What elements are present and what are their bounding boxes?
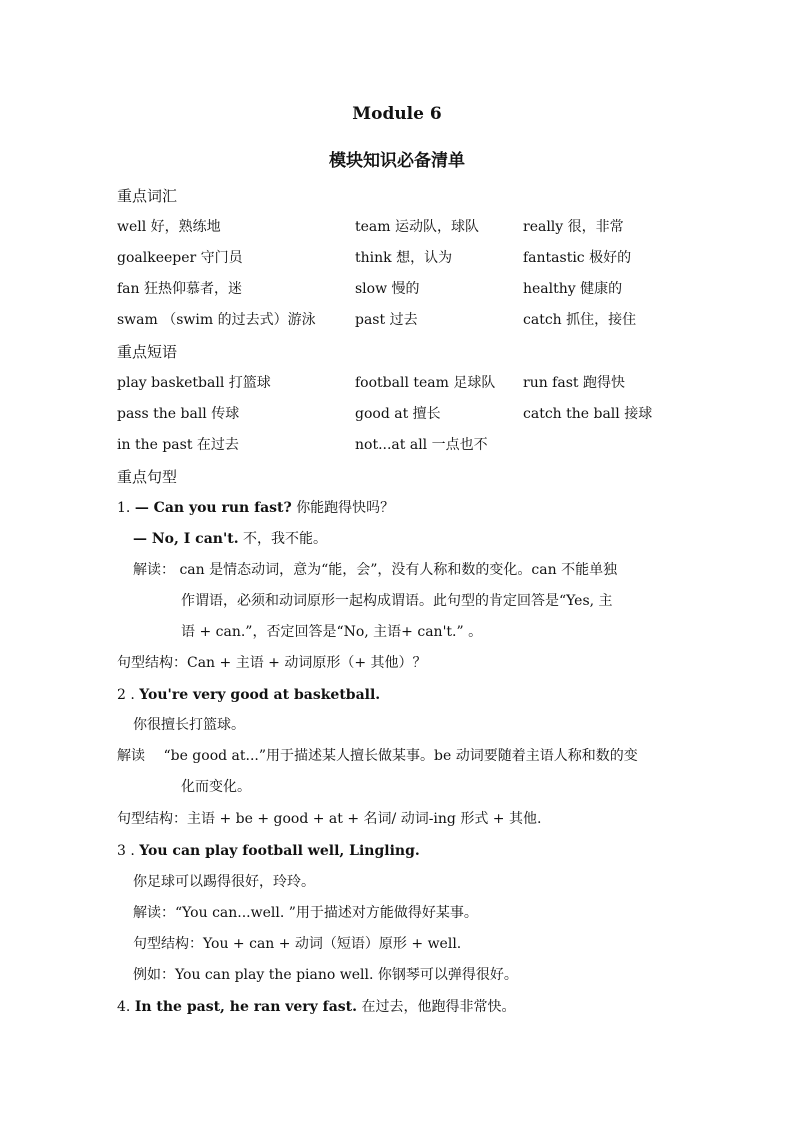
- vocab-item: team 运动队，球队: [355, 219, 479, 235]
- sentence-1-note-line-2: 作谓语，必须和动词原形一起构成谓语。此句型的肯定回答是“Yes, 主: [181, 593, 613, 609]
- vocab-item: fan 狂热仰慕者，迷: [117, 281, 242, 297]
- sentence-chinese: 不，我不能。: [243, 531, 328, 547]
- vocab-heading: 重点词汇: [117, 187, 178, 205]
- vocab-item: think 想，认为: [355, 250, 453, 266]
- vocab-item: goalkeeper 守门员: [117, 250, 243, 266]
- vocab-item: catch 抓住，接住: [523, 312, 637, 328]
- note-text: “be good at...”用于描述某人擅长做某事。be 动词要随着主语人称和数的变: [163, 748, 638, 764]
- sentence-3-structure: 句型结构：You + can + 动词（短语）原形 + well.: [133, 936, 462, 952]
- sentence-heading: 重点句型: [117, 468, 178, 486]
- sentence-1-structure: 句型结构：Can + 主语 + 动词原形（+ 其他）？: [117, 655, 427, 671]
- sentence-1-question: [117, 498, 394, 518]
- vocab-item: swam （swim 的过去式）游泳: [117, 312, 316, 328]
- sentence-4: [117, 997, 515, 1017]
- note-text: can 是情态动词，意为“能，会”，没有人称和数的变化。can 不能单独: [179, 562, 618, 578]
- phrase-item: run fast 跑得快: [523, 375, 625, 391]
- vocab-item: fantastic 极好的: [523, 250, 632, 266]
- sentence-2-structure: 句型结构：主语 + be + good + at + 名词/ 动词-ing 形式 + 其他.: [117, 811, 542, 827]
- sentence-english: In the past, he ran very fast.: [134, 999, 358, 1015]
- sentence-2-note-line-2: 化而变化。: [181, 779, 251, 795]
- sentence-english: — Can you run fast?: [134, 500, 292, 516]
- sentence-number: 2 .: [117, 687, 135, 703]
- phrase-item: in the past 在过去: [117, 437, 239, 453]
- sentence-3: [117, 841, 420, 861]
- phrase-item: not...at all 一点也不: [355, 437, 488, 453]
- sentence-number: 4.: [117, 999, 131, 1015]
- sentence-2: [117, 685, 380, 705]
- phrase-item: pass the ball 传球: [117, 406, 240, 422]
- sentence-number: 3 .: [117, 843, 135, 859]
- phrase-item: play basketball 打篮球: [117, 375, 271, 391]
- sentence-3-chinese: 你足球可以踢得很好，玲玲。: [133, 874, 315, 890]
- sentence-chinese: 在过去，他跑得非常快。: [361, 999, 516, 1015]
- note-label: 解读：: [133, 562, 175, 578]
- vocab-item: past 过去: [355, 312, 418, 328]
- phrase-item: football team 足球队: [355, 375, 496, 391]
- phrase-item: good at 擅长: [355, 406, 441, 422]
- vocab-item: well 好，熟练地: [117, 219, 221, 235]
- sentence-english: You can play football well, Lingling.: [139, 843, 420, 859]
- sentence-3-example: 例如：You can play the piano well. 你钢琴可以弹得很好。: [133, 967, 518, 983]
- vocab-item: healthy 健康的: [523, 281, 623, 297]
- sentence-chinese: 你能跑得快吗？: [296, 500, 395, 516]
- sentence-1-note-line-3: 语 + can.”，否定回答是“No, 主语+ can't.” 。: [181, 624, 483, 640]
- sentence-1-answer: [133, 529, 327, 549]
- sentence-number: 1.: [117, 500, 131, 516]
- sentence-english: You're very good at basketball.: [139, 687, 381, 703]
- sentence-2-chinese: 你很擅长打篮球。: [133, 717, 245, 733]
- module-title: Module 6: [352, 104, 442, 124]
- vocab-item: slow 慢的: [355, 281, 420, 297]
- note-label: 解读: [117, 748, 145, 764]
- phrase-item: catch the ball 接球: [523, 406, 653, 422]
- sentence-1-note-line-1: [133, 560, 617, 580]
- sentence-english: — No, I can't.: [133, 531, 239, 547]
- page-subtitle: 模块知识必备清单: [329, 151, 465, 171]
- vocab-item: really 很，非常: [523, 219, 624, 235]
- sentence-2-note-line-1: [117, 746, 638, 766]
- phrase-heading: 重点短语: [117, 343, 178, 361]
- sentence-3-note: 解读：“You can...well. ”用于描述对方能做得好某事。: [133, 905, 478, 921]
